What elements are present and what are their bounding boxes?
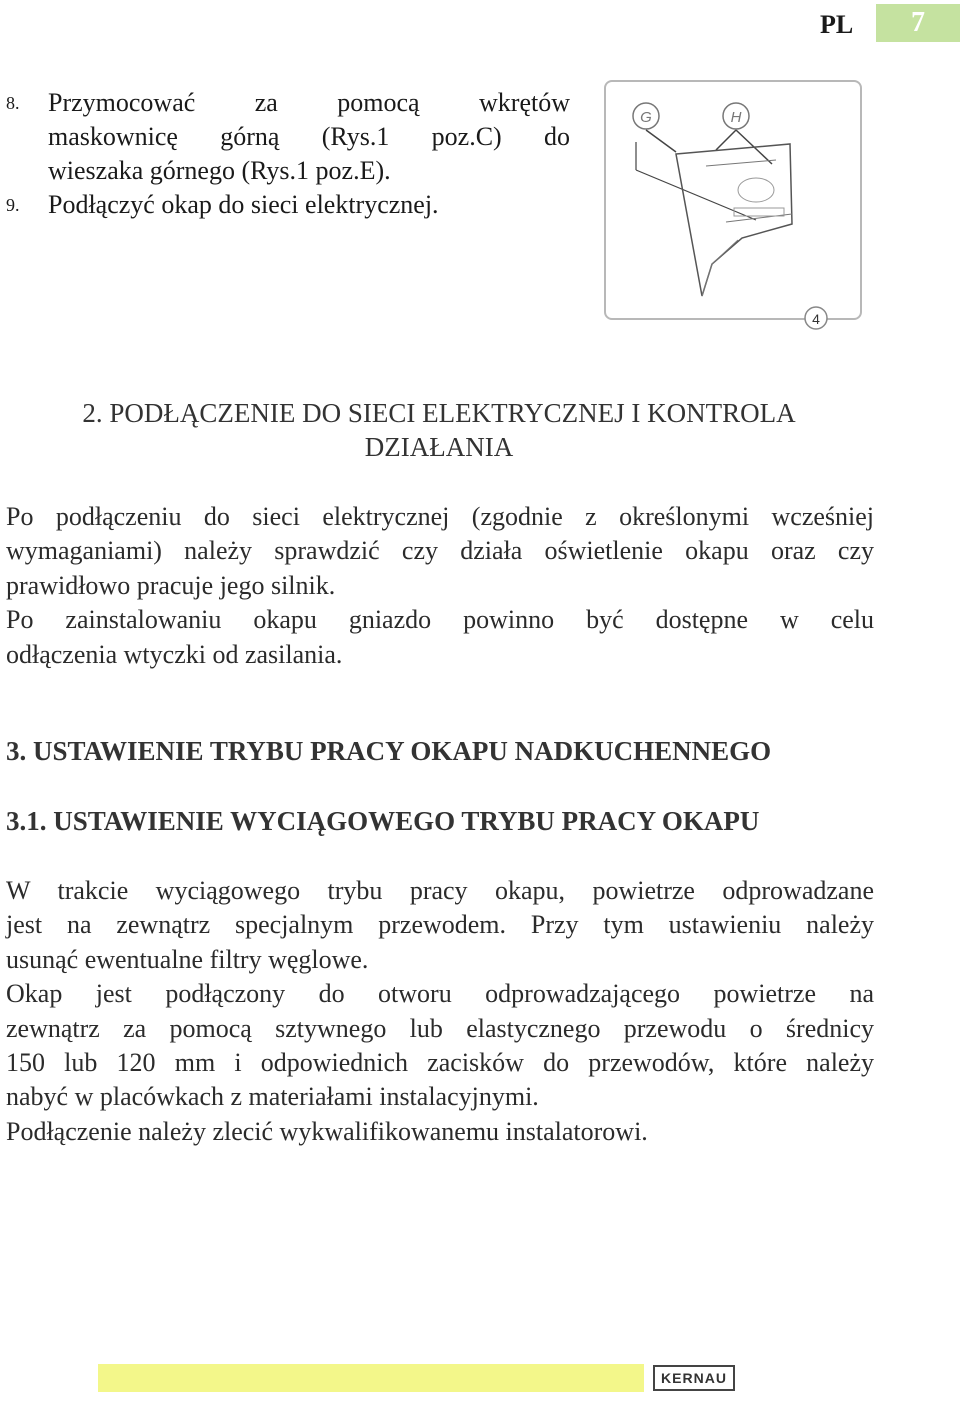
text-line: wymaganiami) należy sprawdzić czy działa oświetlenie okapu oraz czy <box>6 536 874 566</box>
list-number: 8. <box>6 93 20 113</box>
section-3-heading: 3. USTAWIENIE TRYBU PRACY OKAPU NADKUCHENNEGO <box>6 736 772 766</box>
text-line: W trakcie wyciągowego trybu pracy okapu, powietrze odprowadzane <box>6 876 874 905</box>
text-line: nabyć w placówkach z materiałami instalacyjnymi. <box>6 1082 539 1112</box>
label-h: H <box>730 109 742 126</box>
hood-drawing <box>606 82 860 327</box>
list-number: 9. <box>6 195 20 215</box>
figure-number: 4 <box>812 311 820 327</box>
step-line: maskownicę górną (Rys.1 poz.C) do <box>48 122 570 151</box>
text-line: usunąć ewentualne filtry węglowe. <box>6 944 369 974</box>
section-2-paragraph <box>6 500 874 672</box>
label-g: G <box>640 109 652 126</box>
step-line: Przymocować za pomocą wkrętów <box>48 88 570 117</box>
text-line: Po podłączeniu do sieci elektrycznej (zgodnie z określonymi wcześniej <box>6 502 874 531</box>
installation-figure <box>604 80 862 327</box>
steps-list <box>6 86 570 222</box>
text-line: prawidłowo pracuje jego silnik. <box>6 570 336 600</box>
list-item <box>6 86 570 188</box>
section-3-1-heading: 3.1. USTAWIENIE WYCIĄGOWEGO TRYBU PRACY OKAPU <box>6 806 760 836</box>
section-2-heading <box>6 396 872 464</box>
section-3-1-paragraph <box>6 874 874 1149</box>
text-line: Okap jest podłączony do otworu odprowadzającego powietrze na <box>6 979 874 1009</box>
text-line: Podłączenie należy zlecić wykwalifikowanemu instalatorowi. <box>6 1116 648 1146</box>
text-line: zewnątrz za pomocą sztywnego lub elastycznego przewodu o średnicy <box>6 1013 874 1043</box>
section-2-title-line1: 2. PODŁĄCZENIE DO SIECI ELEKTRYCZNEJ I KONTROLA <box>82 398 796 428</box>
language-label: PL <box>820 10 854 39</box>
brand-logo: KERNAU <box>653 1365 735 1391</box>
text-line: odłączenia wtyczki od zasilania. <box>6 639 343 669</box>
text-line: 150 lub 120 mm i odpowiednich zacisków do przewodów, które należy <box>6 1048 874 1078</box>
step-line: Podłączyć okap do sieci elektrycznej. <box>48 190 439 219</box>
text-line: jest na zewnątrz specjalnym przewodem. Przy tym ustawieniu należy <box>6 910 874 940</box>
section-2-title-line2: DZIAŁANIA <box>364 432 514 462</box>
list-item <box>6 188 570 222</box>
page-number-tab: 7 <box>876 4 960 42</box>
step-line: wieszaka górnego (Rys.1 poz.E). <box>48 156 391 185</box>
text-line: Po zainstalowaniu okapu gniazdo powinno być dostępne w celu <box>6 605 874 635</box>
footer-bar <box>98 1364 644 1392</box>
